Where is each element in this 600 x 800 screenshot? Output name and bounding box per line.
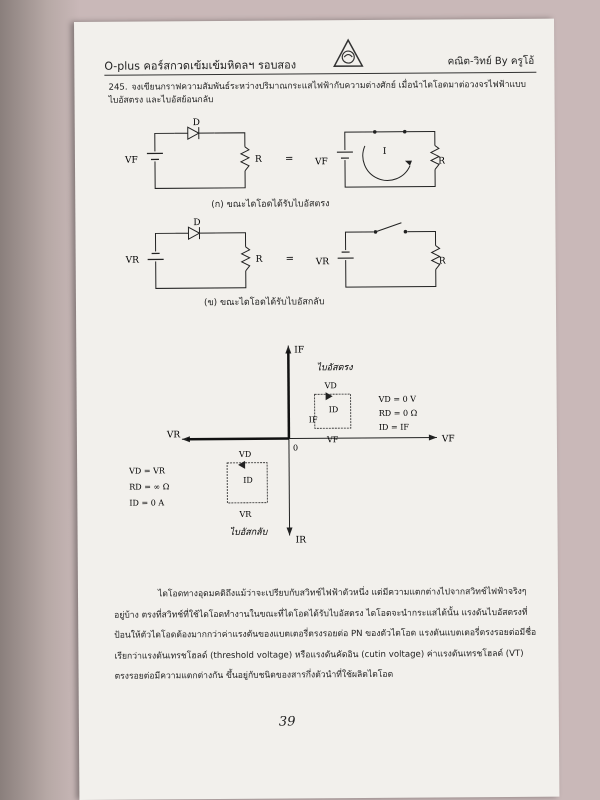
resistor-label: R	[254, 154, 262, 165]
equals-sign: =	[284, 153, 294, 165]
forward-caption: (ก) ขณะไดโอดได้รับไบอัสตรง	[211, 199, 330, 211]
page-number: 39	[278, 714, 296, 730]
reverse-id: ID	[243, 475, 253, 485]
equals-sign: =	[285, 253, 295, 265]
book-page	[74, 19, 559, 800]
reverse-bias-circuit	[115, 215, 446, 297]
x-pos-label: VF	[441, 434, 455, 445]
y-neg-label: IR	[295, 535, 307, 546]
book-spine-shadow	[0, 0, 80, 800]
reverse-eq1: VD = VR	[129, 466, 165, 476]
x-neg-label: VR	[166, 430, 181, 441]
resistor-label-2: R	[438, 156, 446, 167]
body-paragraph: ไดโอดทางอุดมคติถึงแม้ว่าจะเปรียบกับสวิทช์ไฟฟ้าตัวหนึ่ง แต่มีความแตกต่างไปจากสวิทช์ไฟฟ้าจริงๆ อยู่บ้าง ตรงที่สวิทช์ที่ใช้ไดโอดทำงานในขณะที่ไดโอดได้รับไบอัสตรง ไดโอดจะนำกระแสได้นั้น แรงดันไบอัสตรงที่ป้อนให้ตัวไดโอดต้องมากกว่าค่าแรงดันของแบตเตอรี่ตรงรอยต่อ PN ของตัวไดโอด แรงดันแบตเตอรี่ตรงรอยต่อมีชื่อเรียกว่าแรงดันเทรชโฮลด์ (threshold voltage) หรือแรงดันคัดอิน (cutin voltage) ค่าแรงดันเทรชโฮลด์ (VT) ตรงรอยต่อมีความแตกต่างกัน ขึ้นอยู่กับชนิดของสารกึ่งตัวนำที่ใช้ผลิตไดโอด	[114, 586, 537, 682]
resistor-label-2: R	[438, 256, 446, 267]
diode-label: D	[193, 218, 201, 229]
forward-if: IF	[308, 415, 318, 425]
reverse-title: ไบอัสกลับ	[229, 527, 268, 538]
forward-vd: VD	[324, 381, 337, 391]
iv-characteristic-graph	[116, 329, 498, 562]
origin-label: 0	[292, 443, 299, 453]
logo-icon	[332, 38, 364, 70]
current-label: I	[382, 146, 387, 157]
diode-label: D	[192, 118, 200, 129]
reverse-eq3: ID = 0 A	[129, 498, 165, 508]
question-number: 245.	[108, 82, 128, 93]
forward-eq3: ID = IF	[378, 422, 409, 432]
reverse-caption: (ข) ขณะไดโอดได้รับไบอัสกลับ	[203, 297, 325, 309]
resistor-label: R	[255, 254, 263, 265]
question-text	[108, 79, 528, 108]
question-body: จงเขียนกราฟความสัมพันธ์ระหว่างปริมาณกระแสไฟฟ้ากับความต่างศักย์ เมื่อนำไดโอดมาต่อวงจรไฟฟ้าแบบไบอัสตรง และไบอัสย้อนกลับ	[108, 79, 527, 106]
reverse-vd: VD	[238, 449, 252, 459]
source-label: VF	[124, 155, 138, 166]
reverse-vr: VR	[239, 509, 252, 519]
forward-title: ไบอัสตรง	[316, 363, 353, 374]
forward-eq1: VD = 0 V	[378, 394, 417, 404]
page-header	[104, 51, 534, 74]
forward-id: ID	[328, 405, 339, 415]
header-left: O-plus คอร์สกวดเข้มเข้มหิดลฯ รอบสอง	[104, 58, 297, 73]
source-label-2: VF	[314, 157, 328, 168]
forward-vf: VF	[326, 435, 339, 445]
reverse-eq2: RD = ∞ Ω	[129, 482, 170, 492]
forward-bias-circuit	[115, 115, 446, 197]
source-label: VR	[125, 255, 139, 266]
reverse-characteristic-line	[187, 439, 289, 440]
header-right: คณิต-วิทย์ By ครูโอ้	[447, 55, 535, 68]
source-label-2: VR	[315, 257, 329, 268]
forward-eq2: RD = 0 Ω	[378, 408, 418, 418]
forward-characteristic-line	[288, 351, 289, 439]
y-pos-label: IF	[294, 345, 305, 356]
